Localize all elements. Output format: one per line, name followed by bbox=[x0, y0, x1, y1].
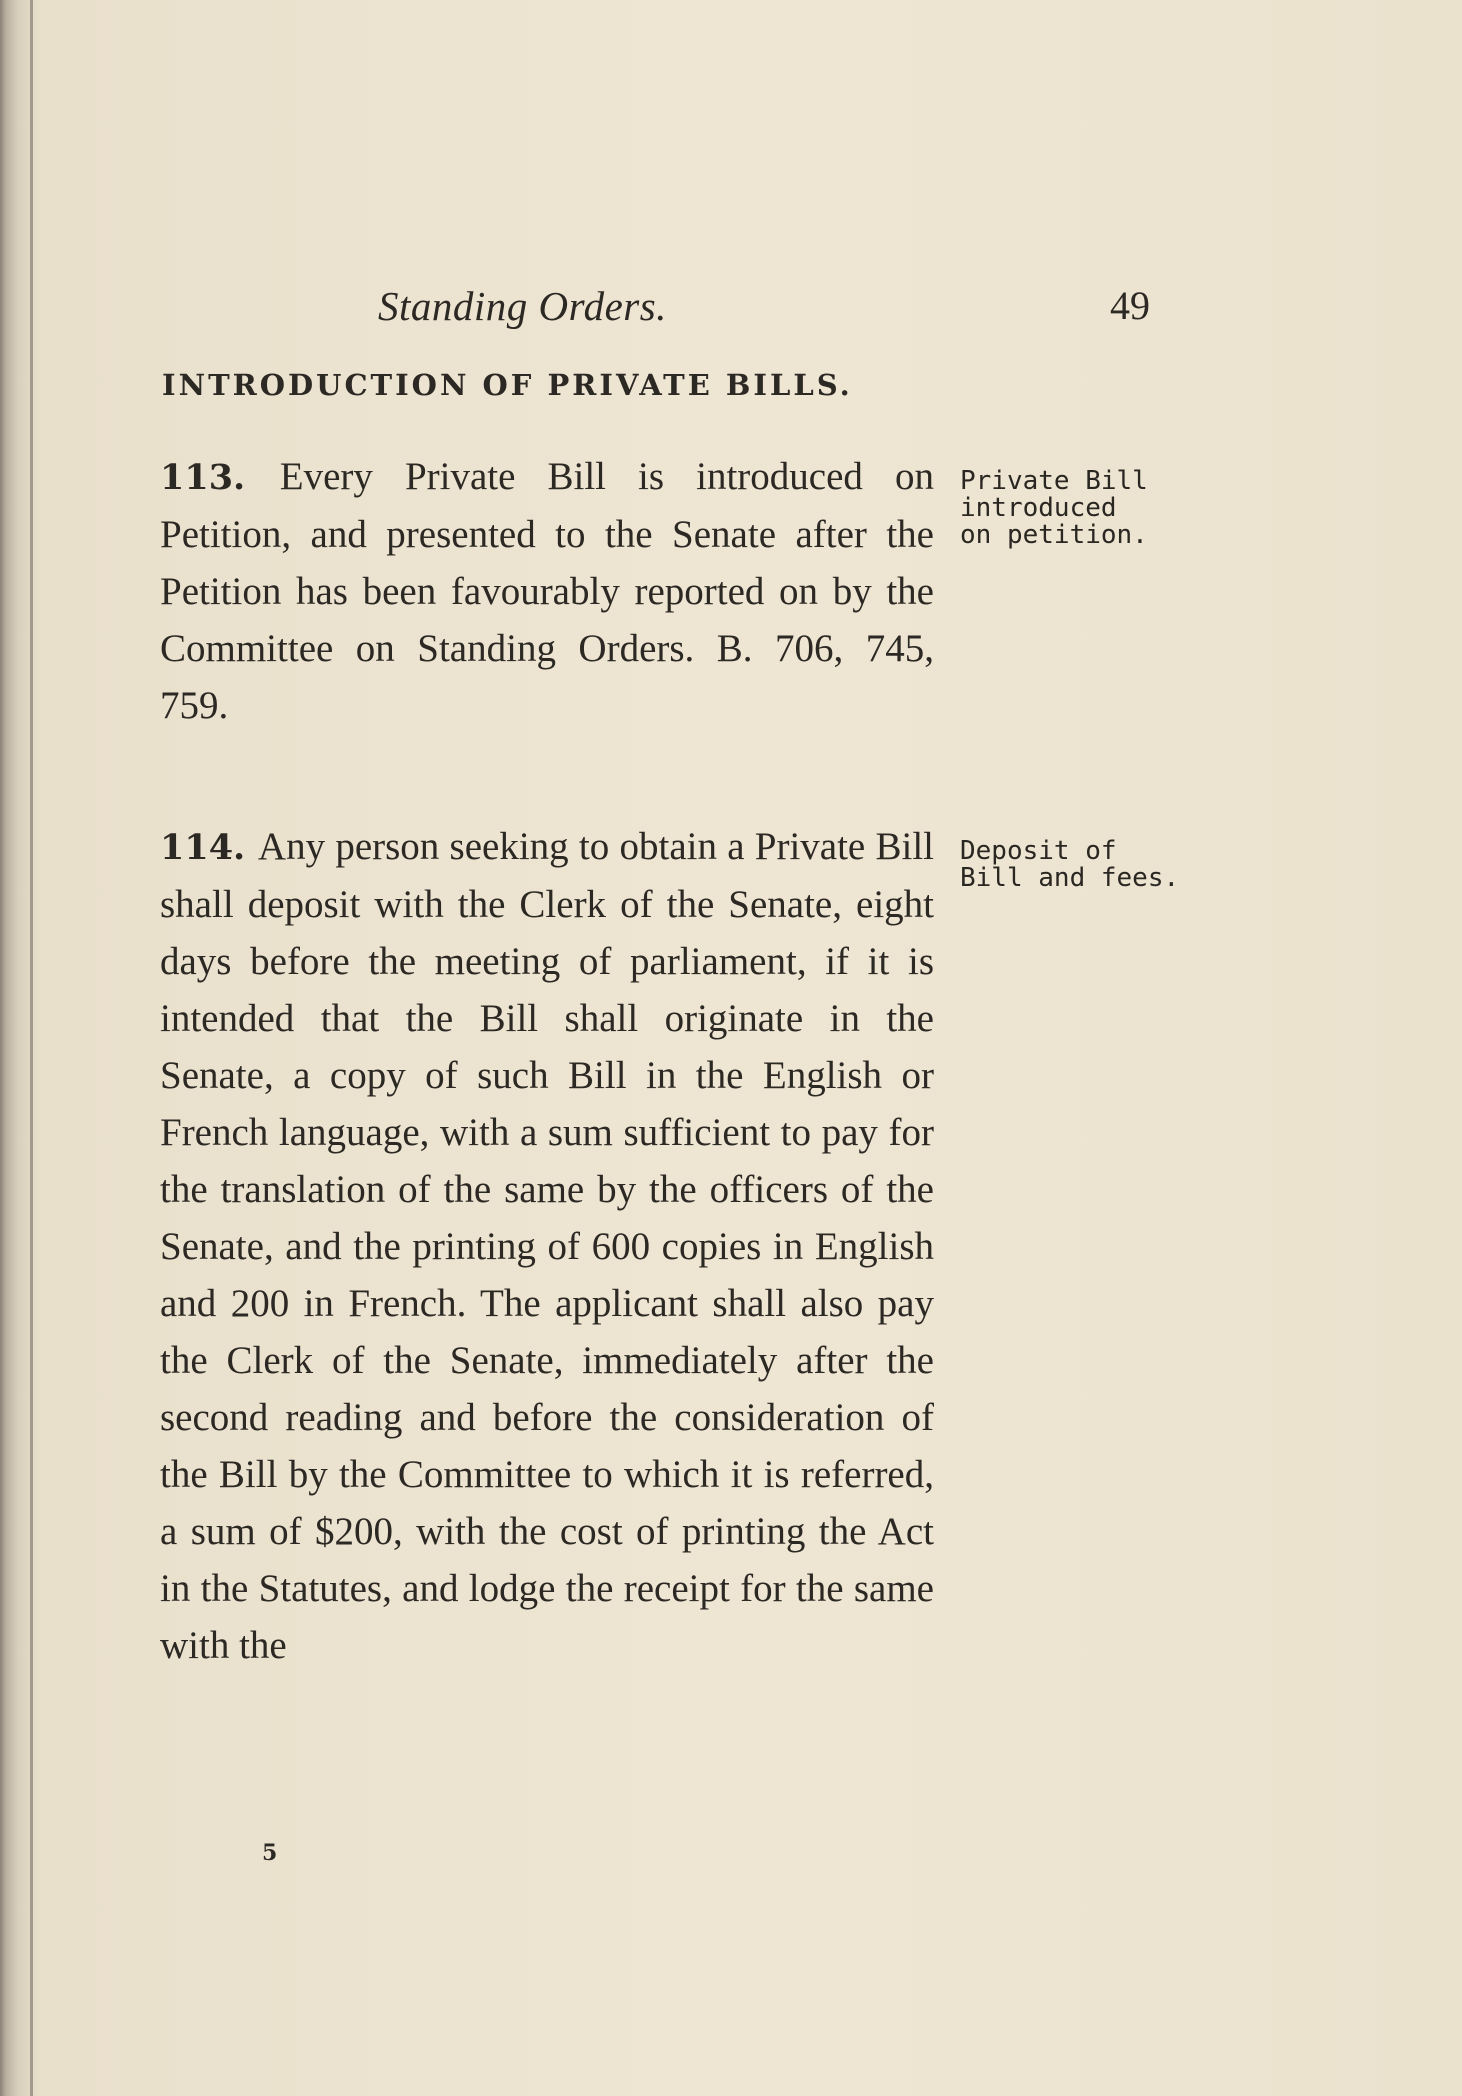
clause-113 bbox=[160, 448, 934, 734]
running-head-title: Standing Orders. bbox=[378, 283, 667, 329]
margin-note-line: Bill and fees. bbox=[960, 863, 1180, 893]
margin-note-line: on petition. bbox=[960, 520, 1148, 550]
margin-note-113 bbox=[960, 468, 1190, 549]
page-number: 49 bbox=[1110, 283, 1150, 328]
binding-gutter bbox=[30, 0, 33, 2096]
margin-note-line: introduced bbox=[960, 493, 1117, 523]
clause-114 bbox=[160, 818, 934, 1674]
margin-note-line: Private Bill bbox=[960, 466, 1148, 496]
signature-mark: 5 bbox=[262, 1840, 278, 1866]
clause-text: Every Private Bill is introduced on Petition, and presented to the Senate after the Petition has been favourably reported on by the Committee on Standing Orders. B. 706, 745, 759. bbox=[160, 455, 934, 727]
section-heading: INTRODUCTION OF PRIVATE BILLS. bbox=[162, 368, 853, 402]
running-head bbox=[160, 282, 1160, 332]
clause-number: 114. bbox=[160, 827, 258, 868]
clause-number: 113. bbox=[160, 457, 280, 498]
clause-text: Any person seeking to obtain a Private Bill shall deposit with the Clerk of the Senate, eight days before the meeting of parliament, if it is intended that the Bill shall originate in the Senate, a copy of such Bill in the English or French language, with a sum sufficient to pay for the translation of the same by the officers of the Senate, and the printing of 600 copies in English and 200 in French. The applicant shall also pay the Clerk of the Senate, immediately after the second reading and before the consideration of the Bill by the Committee to which it is referred, a sum of $200, with the cost of printing the Act in the Statutes, and lodge the receipt for the same with the bbox=[160, 825, 934, 1667]
margin-note-line: Deposit of bbox=[960, 836, 1117, 866]
margin-note-114 bbox=[960, 838, 1190, 892]
